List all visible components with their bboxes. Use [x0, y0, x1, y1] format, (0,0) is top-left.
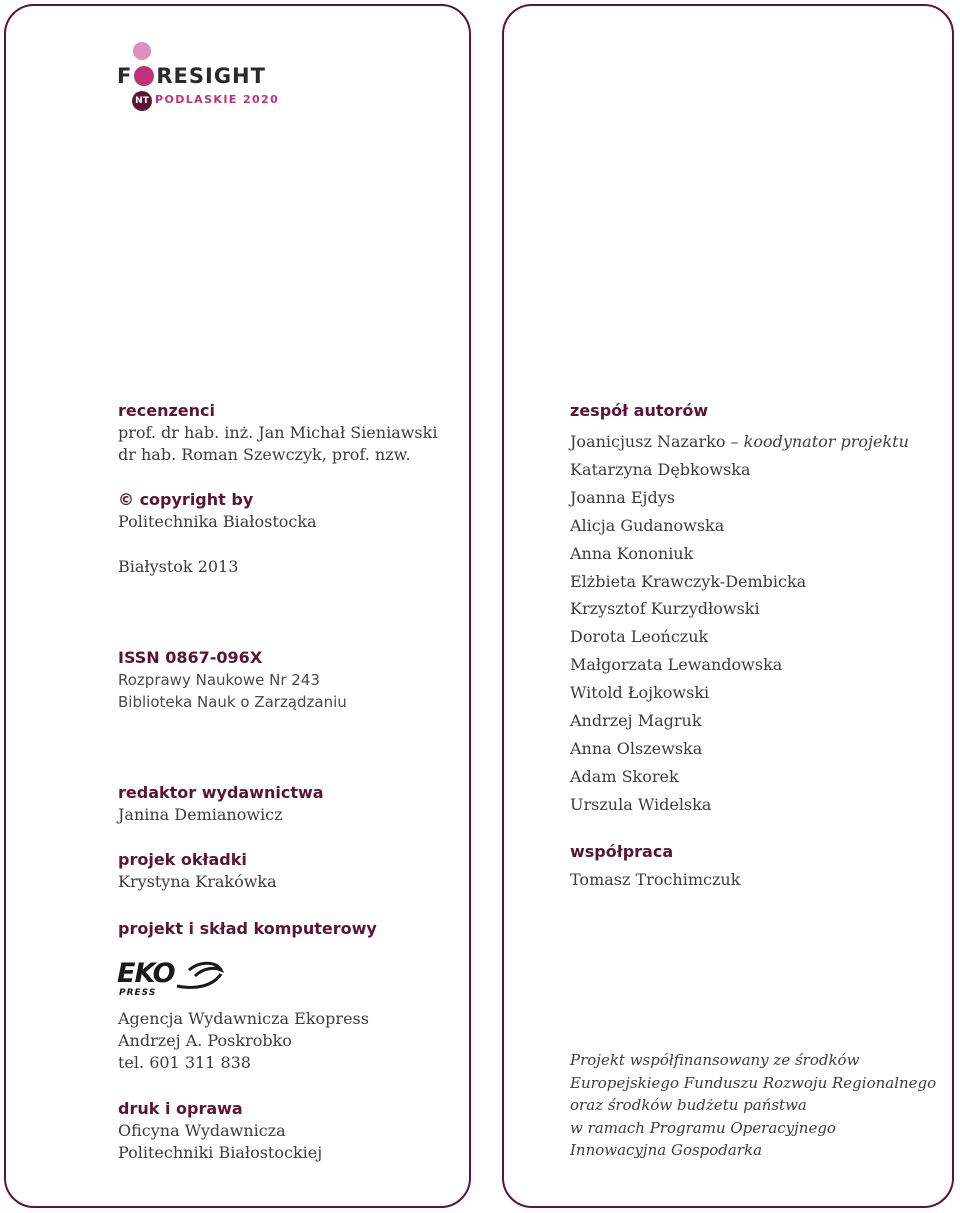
author-item: Krzysztof Kurzydłowski	[570, 599, 760, 619]
author-item: Urszula Widelska	[570, 794, 712, 814]
copyright-heading: © copyright by	[118, 490, 254, 509]
author-item: Dorota Leończuk	[570, 627, 709, 647]
reviewer-line: prof. dr hab. inż. Jan Michał Sieniawski	[118, 423, 438, 442]
printing-heading: druk i oprawa	[118, 1099, 243, 1118]
cover-section	[118, 849, 277, 893]
authors-list	[570, 456, 909, 819]
place-year: Białystok 2013	[118, 557, 239, 576]
editor-section	[118, 782, 324, 826]
logo-subtitle: PODLASKIE 2020	[155, 93, 280, 106]
logo-circle-o	[134, 66, 154, 86]
author-item: Elżbieta Krawczyk-Dembicka	[570, 571, 807, 591]
series-line: Rozprawy Naukowe Nr 243	[118, 671, 320, 689]
funding-line: w ramach Programu Operacyjnego	[570, 1118, 836, 1137]
author-item: Anna Olszewska	[570, 738, 703, 758]
ekopress-logo	[117, 956, 227, 998]
logo-dot	[133, 42, 151, 60]
agency-person: Andrzej A. Poskrobko	[118, 1031, 292, 1050]
coordinator-name: Joanicjusz Nazarko	[570, 432, 726, 451]
svg-text:EKO: EKO	[117, 958, 175, 989]
foresight-logo	[117, 40, 280, 110]
funding-line: Projekt współfinansowany ze środków	[570, 1051, 860, 1069]
logo-word: RESIGHT	[156, 64, 266, 88]
cover-heading: projek okładki	[118, 850, 247, 869]
cooperation-section	[570, 841, 740, 891]
editor-name: Janina Demianowicz	[118, 805, 283, 824]
agency-phone: tel. 601 311 838	[118, 1053, 251, 1072]
copyright-holder: Politechnika Białostocka	[118, 512, 317, 531]
author-item: Anna Kononiuk	[570, 543, 694, 563]
copyright-section	[118, 489, 317, 578]
coordinator-line	[570, 428, 909, 456]
author-item: Katarzyna Dębkowska	[570, 459, 751, 479]
series-section	[118, 647, 347, 713]
editor-heading: redaktor wydawnictwa	[118, 783, 324, 802]
author-item: Andrzej Magruk	[570, 711, 702, 731]
reviewer-line: dr hab. Roman Szewczyk, prof. nzw.	[118, 445, 411, 464]
series-line: Biblioteka Nauk o Zarządzaniu	[118, 693, 347, 711]
funding-line: oraz środków budżetu państwa	[570, 1096, 807, 1114]
svg-text:PRESS: PRESS	[119, 988, 157, 998]
cooperation-name: Tomasz Trochimczuk	[570, 870, 741, 889]
logo-badge: NT	[132, 91, 152, 111]
printing-section	[118, 1098, 322, 1164]
funding-line: Innowacyjna Gospodarka	[570, 1141, 763, 1159]
authors-section	[570, 400, 909, 819]
reviewers-heading: recenzenci	[118, 401, 215, 420]
typesetting-section	[118, 918, 377, 940]
author-item: Joanna Ejdys	[570, 487, 675, 507]
funding-note	[570, 1049, 936, 1162]
typesetting-details	[118, 1008, 369, 1074]
logo-letter-f: F	[117, 64, 133, 88]
authors-heading: zespół autorów	[570, 401, 709, 420]
cooperation-heading: współpraca	[570, 842, 674, 861]
ekopress-logo-mark	[117, 956, 227, 998]
author-item: Małgorzata Lewandowska	[570, 655, 783, 675]
reviewers-section	[118, 400, 437, 466]
author-item: Witold Łojkowski	[570, 683, 710, 703]
author-item: Alicja Gudanowska	[570, 515, 725, 535]
funding-line: Europejskiego Funduszu Rozwoju Regionalnego	[570, 1073, 937, 1092]
typesetting-heading: projekt i skład komputerowy	[118, 919, 377, 938]
issn: ISSN 0867-096X	[118, 648, 263, 667]
printing-line: Oficyna Wydawnicza	[118, 1121, 286, 1140]
printing-line: Politechniki Białostockiej	[118, 1143, 323, 1162]
coordinator-role: – koodynator projektu	[730, 432, 909, 451]
author-item: Adam Skorek	[570, 766, 679, 786]
agency-name: Agencja Wydawnicza Ekopress	[118, 1009, 369, 1028]
cover-designer: Krystyna Krakówka	[118, 872, 277, 891]
